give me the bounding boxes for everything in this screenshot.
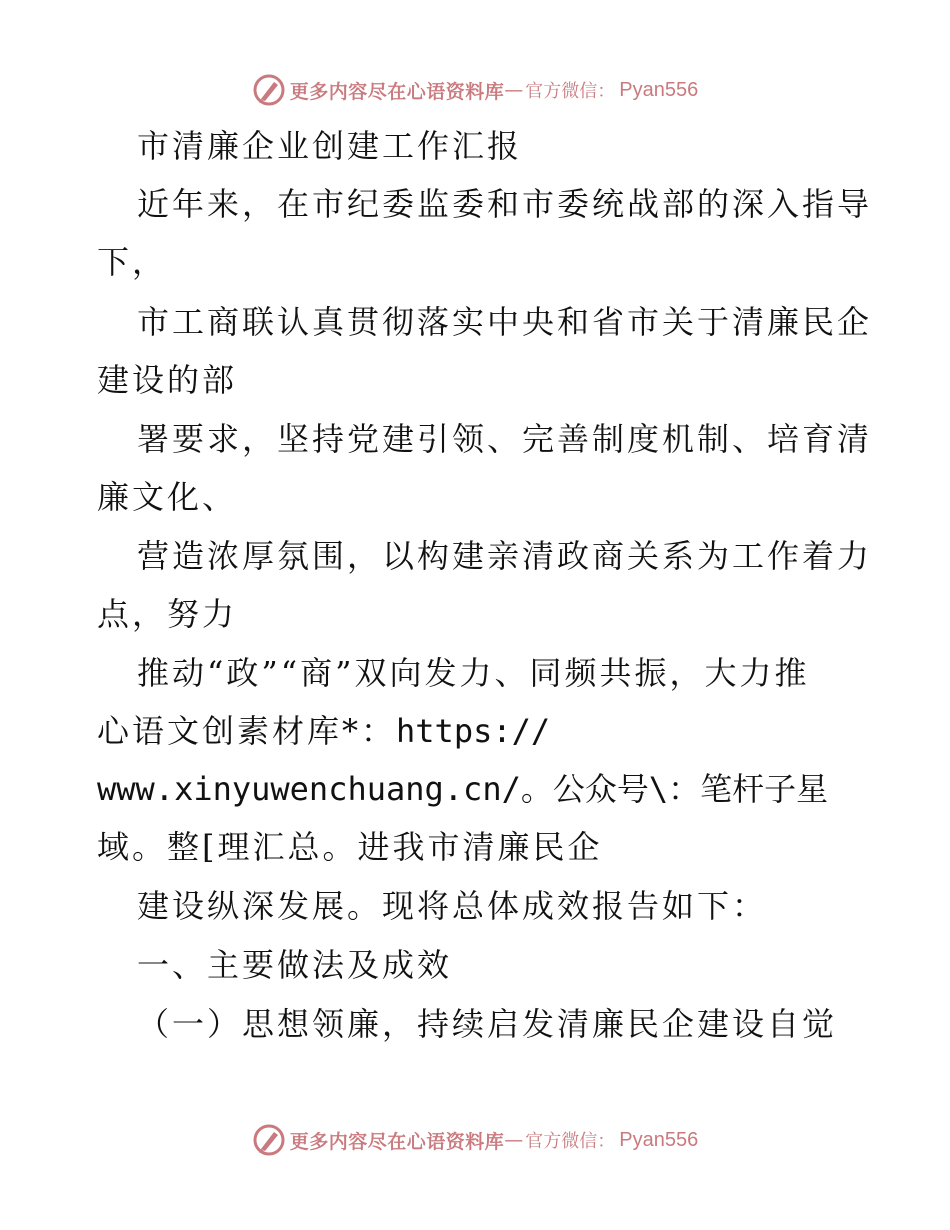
source-line <box>97 711 550 751</box>
footer-watermark <box>0 1120 950 1160</box>
watermark-main-text: 更多内容尽在心语资料库 <box>289 80 505 103</box>
paragraph-line: 市工商联认真贯彻落实中央和省市关于清廉民企 <box>137 303 873 341</box>
paragraph-line: 署要求，坚持党建引领、完善制度机制、培育清 <box>137 420 873 458</box>
watermark-wechat-id: Pyan556 <box>619 1128 699 1151</box>
watermark-wechat-id: Pyan556 <box>619 78 699 101</box>
subsection-heading: （一）思想领廉，持续启发清廉民企建设自觉 <box>137 1005 838 1043</box>
watermark-dash: — <box>504 79 524 101</box>
paragraph-line: 域。整[理汇总。进我市清廉民企 <box>97 828 603 866</box>
paragraph-line: 建设的部 <box>97 361 238 399</box>
source-url-fragment: https:// <box>396 712 551 750</box>
paragraph-line: 推动“政”“商”双向发力、同频共振，大力推 <box>137 654 810 692</box>
watermark-wechat-label: 官方微信： <box>525 1131 616 1152</box>
paragraph-line: 廉文化、 <box>97 478 238 516</box>
source-label: 心语文创素材库*： <box>97 712 397 750</box>
paragraph-line: 建设纵深发展。现将总体成效报告如下： <box>137 887 768 925</box>
watermark-dash: — <box>504 1129 524 1151</box>
section-heading: 一、主要做法及成效 <box>137 946 453 984</box>
paragraph-line: 近年来，在市纪委监委和市委统战部的深入指导 <box>137 185 873 223</box>
paragraph-line: 点，努力 <box>97 595 238 633</box>
paragraph-line: 下， <box>97 243 168 281</box>
watermark-wechat-label: 官方微信： <box>525 81 616 102</box>
quill-pen-circle-icon <box>252 1123 286 1157</box>
source-url-line: www.xinyuwenchuang.cn/。公众号\：笔杆子星 <box>97 770 829 808</box>
watermark-main-text: 更多内容尽在心语资料库 <box>289 1130 505 1153</box>
paragraph-line: 营造浓厚氛围，以构建亲清政商关系为工作着力 <box>137 537 873 575</box>
document-title: 市清廉企业创建工作汇报 <box>137 127 523 165</box>
